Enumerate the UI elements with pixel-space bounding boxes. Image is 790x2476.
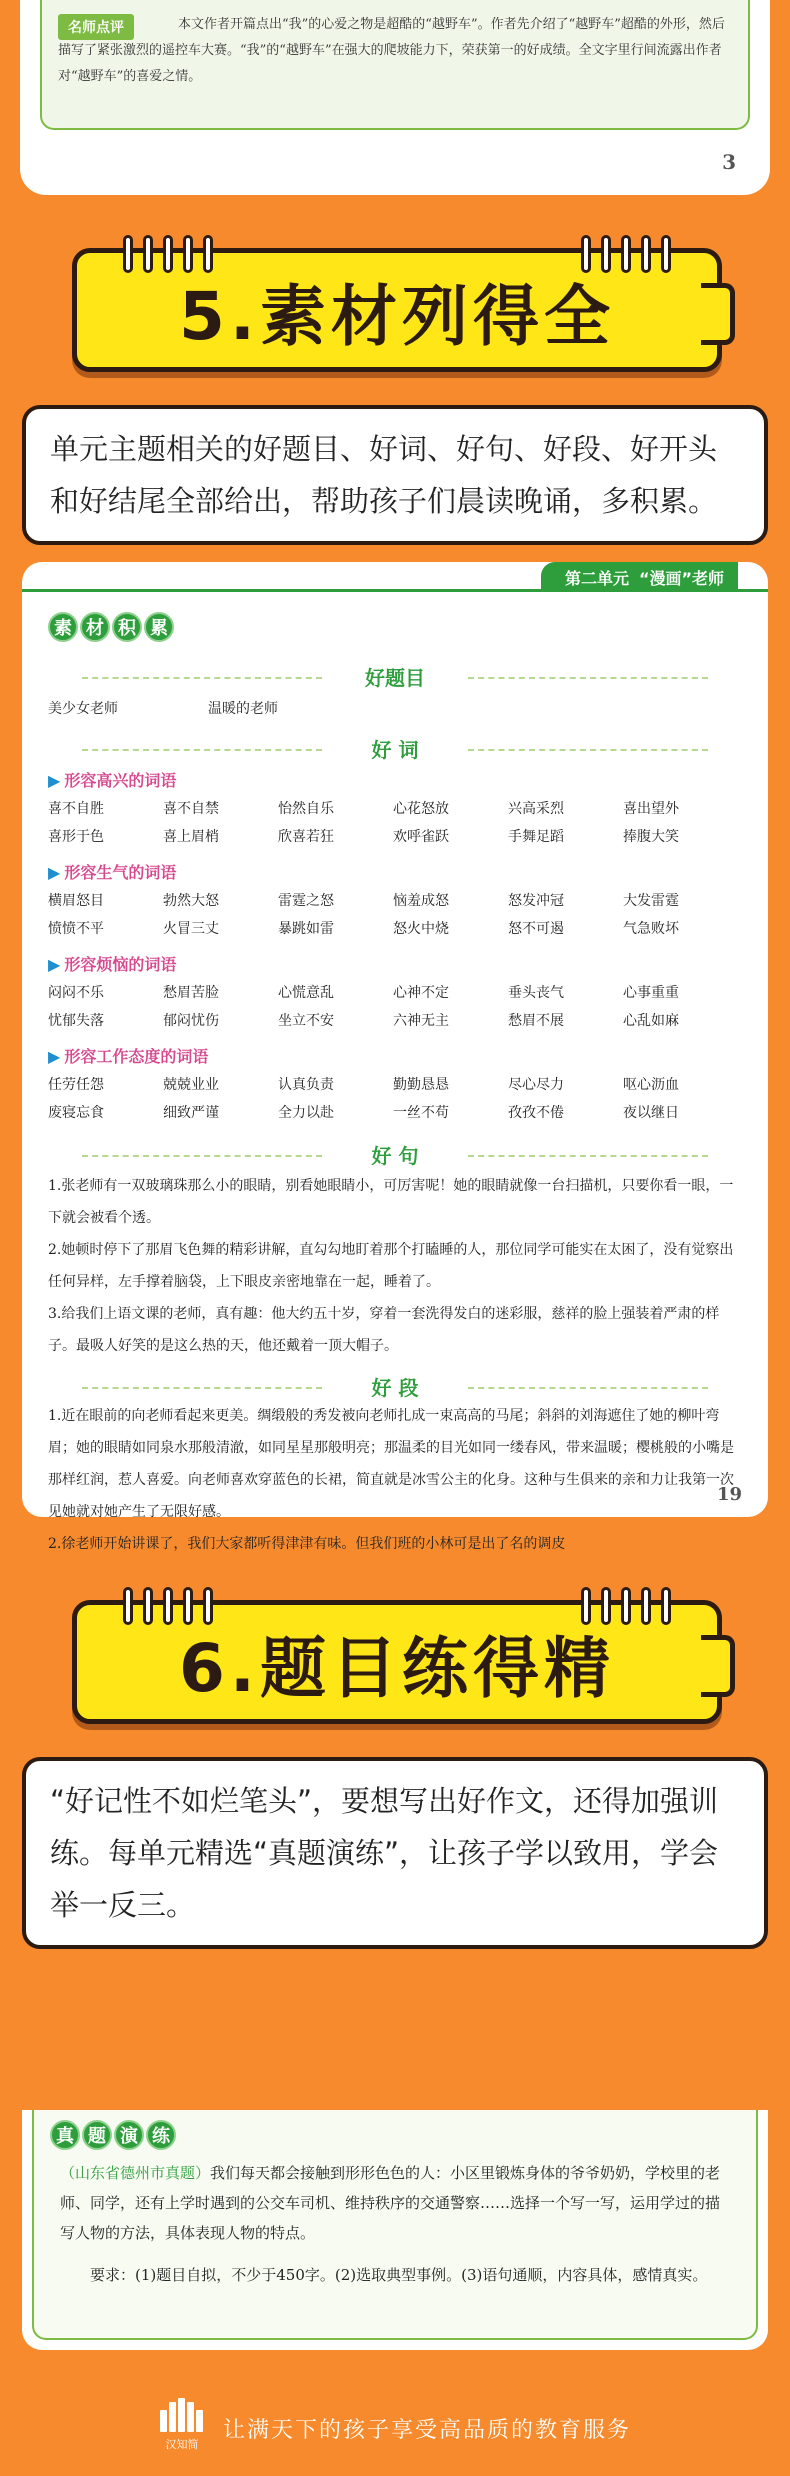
word: 夜以继日 <box>623 1105 679 1121</box>
word: 认真负责 <box>278 1077 334 1093</box>
word: 细致严谨 <box>163 1105 219 1121</box>
badge-char: 积 <box>112 612 142 642</box>
footer <box>0 2380 790 2476</box>
word-group-label: ▶ 形容烦恼的词语 <box>48 955 177 974</box>
word-group-label-text: 形容烦恼的词语 <box>64 955 177 974</box>
sample-page-material <box>22 562 768 1552</box>
teacher-comment-badge: 名师点评 <box>58 14 134 40</box>
word: 兢兢业业 <box>163 1077 219 1093</box>
exercise-prompt <box>60 2158 726 2248</box>
section-6-title-banner <box>72 1600 722 1724</box>
badge-char: 题 <box>82 2120 112 2150</box>
word: 勃然大怒 <box>163 893 219 909</box>
word: 心花怒放 <box>393 801 449 817</box>
word: 心慌意乱 <box>278 985 334 1001</box>
sentence: 2.她顿时停下了那眉飞色舞的精彩讲解，直勾勾地盯着那个打瞌睡的人，那位同学可能实在太困了，没有觉察出任何异样，左手撑着脑袋，上下眼皮亲密地靠在一起，睡着了。 <box>48 1242 734 1290</box>
word: 喜上眉梢 <box>163 829 219 845</box>
word: 心乱如麻 <box>623 1013 679 1029</box>
word: 呕心沥血 <box>623 1077 679 1093</box>
word: 恼羞成怒 <box>393 893 449 909</box>
title-side-tab <box>701 283 735 345</box>
word: 愁眉不展 <box>508 1013 564 1029</box>
word-group-label: ▶ 形容高兴的词语 <box>48 771 177 790</box>
word: 手舞足蹈 <box>508 829 564 845</box>
word-row <box>48 1102 748 1122</box>
word: 火冒三丈 <box>163 921 219 937</box>
books-icon <box>160 2398 203 2432</box>
badge-char: 练 <box>146 2120 176 2150</box>
word: 喜不自胜 <box>48 801 104 817</box>
word: 喜形于色 <box>48 829 104 845</box>
section-6-title: 6.题目练得精 <box>179 1629 615 1707</box>
exercise-requirements: 要求：(1)题目自拟，不少于450字。(2)选取典型事例。(3)语句通顺，内容具体，感情真实。 <box>90 2266 708 2284</box>
unit-header-bar <box>22 562 768 592</box>
brand-name: 汉知简 <box>165 2438 199 2451</box>
good-sentences-heading-text: 好 句 <box>358 1144 433 1168</box>
word-row <box>48 918 748 938</box>
word: 六神无主 <box>393 1013 449 1029</box>
word: 喜不自禁 <box>163 801 219 817</box>
good-title: 美少女老师 <box>48 701 118 717</box>
good-titles-heading-text: 好题目 <box>351 666 439 690</box>
word-row <box>48 1074 748 1094</box>
word: 雷霆之怒 <box>278 893 334 909</box>
section-5-description: 单元主题相关的好题目、好词、好句、好段、好开头和好结尾全部给出，帮助孩子们晨读晚诵，多积累。 <box>22 405 768 545</box>
binder-rings <box>581 235 671 273</box>
word: 心事重重 <box>623 985 679 1001</box>
word: 大发雷霆 <box>623 893 679 909</box>
word: 孜孜不倦 <box>508 1105 564 1121</box>
badge-char: 真 <box>50 2120 80 2150</box>
word-row <box>48 982 748 1002</box>
word-group-label: ▶ 形容工作态度的词语 <box>48 1047 209 1066</box>
real-exam-practice-badge <box>50 2120 176 2150</box>
word: 忧郁失落 <box>48 1013 104 1029</box>
sample-page-exercise <box>22 2110 768 2350</box>
word: 欢呼雀跃 <box>393 829 449 845</box>
teacher-comment-text: 本文作者开篇点出“我”的心爱之物是超酷的“越野车”。作者先介绍了“越野车”超酷的外形，然后描写了紧张激烈的遥控车大赛。“我”的“越野车”在强大的爬坡能力下，荣获第一的好成绩。全文字里行间流露出作者对“越野车”的喜爱之情。 <box>58 17 725 84</box>
word: 捧腹大笑 <box>623 829 679 845</box>
badge-char: 素 <box>48 612 78 642</box>
word: 全力以赴 <box>278 1105 334 1121</box>
word: 愤愤不平 <box>48 921 104 937</box>
unit-tab <box>541 562 738 592</box>
good-sentences-heading <box>22 1140 768 1169</box>
sentence: 1.张老师有一双玻璃珠那么小的眼睛，别看她眼睛小，可厉害呢！她的眼睛就像一台扫描机，只要你看一眼，一下就会被看个透。 <box>48 1178 734 1226</box>
good-sentences <box>48 1170 738 1362</box>
word: 尽心尽力 <box>508 1077 564 1093</box>
paragraph: 1.近在眼前的向老师看起来更美。绸缎般的秀发被向老师扎成一束高高的马尾；斜斜的刘海遮住了她的柳叶弯眉；她的眼睛如同泉水那般清澈，如同星星那般明亮；那温柔的目光如同一缕春风，带来温暖；樱桃般的小嘴是那样红润，惹人喜爱。向老师喜欢穿蓝色的长裙，简直就是冰雪公主的化身。这种与生俱来的亲和力让我第一次见她就对她产生了无限好感。 <box>48 1408 734 1520</box>
teacher-comment-box <box>40 0 750 130</box>
word: 暴跳如雷 <box>278 921 334 937</box>
word: 郁闷忧伤 <box>163 1013 219 1029</box>
good-paragraphs-heading-text: 好 段 <box>358 1376 433 1400</box>
page-number: 3 <box>722 150 736 174</box>
page-number: 19 <box>716 1484 742 1505</box>
word: 欣喜若狂 <box>278 829 334 845</box>
badge-char: 材 <box>80 612 110 642</box>
section-5-title: 5.素材列得全 <box>179 277 615 355</box>
word: 兴高采烈 <box>508 801 564 817</box>
badge-char: 演 <box>114 2120 144 2150</box>
good-paragraphs-heading <box>22 1372 768 1401</box>
word: 气急败坏 <box>623 921 679 937</box>
word: 心神不定 <box>393 985 449 1001</box>
word-group-label: ▶ 形容生气的词语 <box>48 863 177 882</box>
word: 怒火中烧 <box>393 921 449 937</box>
binder-rings <box>123 1587 213 1625</box>
unit-label: 第二单元 <box>564 569 629 588</box>
exercise-box <box>32 2110 758 2340</box>
word: 垂头丧气 <box>508 985 564 1001</box>
binder-rings <box>581 1587 671 1625</box>
word: 怒不可遏 <box>508 921 564 937</box>
section-5-title-banner <box>72 248 722 372</box>
word: 愁眉苦脸 <box>163 985 219 1001</box>
exercise-body: 我们每天都会接触到形形色色的人：小区里锻炼身体的爷爷奶奶，学校里的老师、同学，还有上学时遇到的公交车司机、维持秩序的交通警察……选择一个写一写，运用学过的描写人物的方法，具体表现人物的特点。 <box>60 2164 721 2242</box>
paragraph: 2.徐老师开始讲课了，我们大家都听得津津有味。但我们班的小林可是出了名的调皮 <box>48 1536 566 1552</box>
word: 怡然自乐 <box>278 801 334 817</box>
sentence: 3.给我们上语文课的老师，真有趣：他大约五十岁，穿着一套洗得发白的迷彩服，慈祥的脸上强装着严肃的样子。最吸人好笑的是这么热的天，他还戴着一顶大帽子。 <box>48 1306 720 1354</box>
title-side-tab <box>701 1635 735 1697</box>
section-6-description: “好记性不如烂笔头”，要想写出好作文，还得加强训练。每单元精选“真题演练”，让孩子学以致用，学会举一反三。 <box>22 1757 768 1949</box>
good-titles-row <box>48 698 748 718</box>
material-accumulation-badge <box>48 612 174 642</box>
word: 坐立不安 <box>278 1013 334 1029</box>
word-row <box>48 1010 748 1030</box>
word: 横眉怒目 <box>48 893 104 909</box>
brand-logo <box>159 2398 205 2458</box>
word-group-label-text: 形容高兴的词语 <box>64 771 177 790</box>
unit-title: “漫画”老师 <box>638 569 724 588</box>
binder-rings <box>123 235 213 273</box>
word: 一丝不苟 <box>393 1105 449 1121</box>
word-group-label-text: 形容工作态度的词语 <box>64 1047 209 1066</box>
good-words-heading <box>22 734 768 763</box>
word: 闷闷不乐 <box>48 985 104 1001</box>
good-titles-heading <box>22 662 768 691</box>
exercise-source: （山东省德州市真题） <box>60 2164 211 2182</box>
previous-page-card <box>20 0 770 195</box>
good-words-heading-text: 好 词 <box>358 738 433 762</box>
badge-char: 累 <box>144 612 174 642</box>
word-group-label-text: 形容生气的词语 <box>64 863 177 882</box>
word: 怒发冲冠 <box>508 893 564 909</box>
word: 任劳任怨 <box>48 1077 104 1093</box>
good-title: 温暖的老师 <box>208 701 278 717</box>
footer-slogan: 让满天下的孩子享受高品质的教育服务 <box>222 2417 631 2443</box>
word: 喜出望外 <box>623 801 679 817</box>
word-row <box>48 826 748 846</box>
word: 废寝忘食 <box>48 1105 104 1121</box>
word-row <box>48 890 748 910</box>
word-row <box>48 798 748 818</box>
word: 勤勤恳恳 <box>393 1077 449 1093</box>
